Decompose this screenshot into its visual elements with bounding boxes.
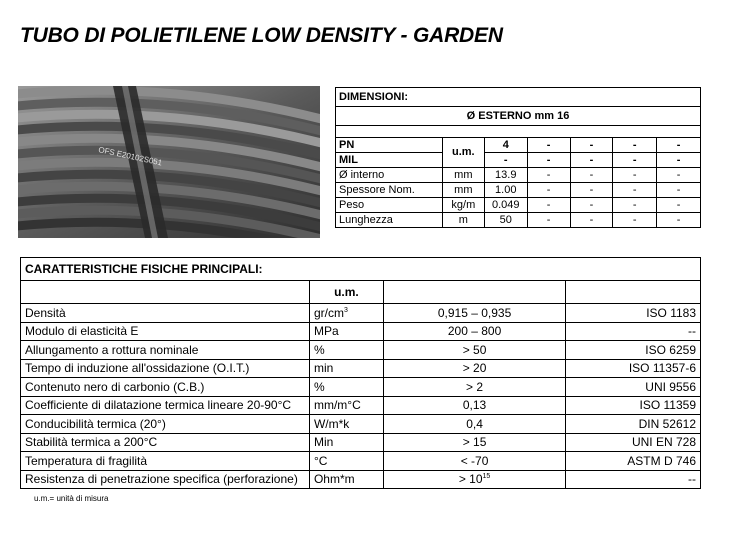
dim-value: 50 <box>484 213 527 228</box>
table-row <box>21 396 701 415</box>
dim-label: Spessore Nom. <box>336 183 443 198</box>
footnote: u.m.= unità di misura <box>34 494 109 503</box>
table-row <box>21 341 701 360</box>
property-norm: DIN 52612 <box>566 415 701 434</box>
table-row <box>21 378 701 397</box>
property-name: Contenuto nero di carbonio (C.B.) <box>21 378 310 397</box>
dim-label: Peso <box>336 198 443 213</box>
property-norm: -- <box>566 322 701 341</box>
dim-value: 1.00 <box>484 183 527 198</box>
pn-value: - <box>570 138 613 153</box>
dim-label: Ø interno <box>336 168 443 183</box>
property-name: Densità <box>21 304 310 323</box>
mil-value: - <box>484 153 527 168</box>
dim-value: - <box>657 213 701 228</box>
dimensions-header: DIMENSIONI: <box>336 88 701 107</box>
dim-value: - <box>570 213 613 228</box>
table-row <box>21 452 701 471</box>
property-value: > 20 <box>383 359 565 378</box>
property-norm: UNI EN 728 <box>566 433 701 452</box>
pn-value: 4 <box>484 138 527 153</box>
property-value: > 2 <box>383 378 565 397</box>
property-norm: ISO 11359 <box>566 396 701 415</box>
pn-value: - <box>657 138 701 153</box>
dim-value: - <box>570 198 613 213</box>
property-name: Stabilità termica a 200°C <box>21 433 310 452</box>
property-um: % <box>309 341 383 360</box>
pipe-coil-photo <box>18 86 320 238</box>
table-row <box>21 433 701 452</box>
dim-label: Lunghezza <box>336 213 443 228</box>
mil-value: - <box>657 153 701 168</box>
property-name: Coefficiente di dilatazione termica lineare 20-90°C <box>21 396 310 415</box>
property-um: min <box>309 359 383 378</box>
pn-label: PN <box>336 138 443 153</box>
property-norm: ISO 11357-6 <box>566 359 701 378</box>
characteristics-header: CARATTERISTICHE FISICHE PRINCIPALI: <box>21 258 701 281</box>
mil-value: - <box>613 153 657 168</box>
dim-value: - <box>527 213 570 228</box>
property-norm: ISO 1183 <box>566 304 701 323</box>
dim-value: - <box>657 198 701 213</box>
dim-value: - <box>570 183 613 198</box>
table-row <box>21 359 701 378</box>
property-norm: UNI 9556 <box>566 378 701 397</box>
property-value: > 15 <box>383 433 565 452</box>
property-value: 0,4 <box>383 415 565 434</box>
pipe-print-text: OFS E20102S051 <box>97 145 163 168</box>
property-norm: ISO 6259 <box>566 341 701 360</box>
property-name: Modulo di elasticità E <box>21 322 310 341</box>
dim-value: - <box>570 168 613 183</box>
dim-value: - <box>527 168 570 183</box>
property-norm: ASTM D 746 <box>566 452 701 471</box>
property-name: Temperatura di fragilità <box>21 452 310 471</box>
dim-value: - <box>613 168 657 183</box>
dim-value: - <box>527 183 570 198</box>
dim-value: - <box>613 198 657 213</box>
table-row <box>21 415 701 434</box>
dim-um: mm <box>442 168 484 183</box>
property-value: > 50 <box>383 341 565 360</box>
property-um: Ohm*m <box>309 470 383 489</box>
dimensions-table <box>335 87 701 228</box>
property-name: Resistenza di penetrazione specifica (perforazione) <box>21 470 310 489</box>
dim-value: 13.9 <box>484 168 527 183</box>
property-um: MPa <box>309 322 383 341</box>
page-title: TUBO DI POLIETILENE LOW DENSITY - GARDEN <box>20 24 503 47</box>
property-value: < -70 <box>383 452 565 471</box>
dim-value: - <box>527 198 570 213</box>
table-row <box>336 168 701 183</box>
um-column-header: u.m. <box>309 281 383 304</box>
property-um: W/m*k <box>309 415 383 434</box>
property-name: Tempo di induzione all'ossidazione (O.I.T.) <box>21 359 310 378</box>
property-um: °C <box>309 452 383 471</box>
property-name: Allungamento a rottura nominale <box>21 341 310 360</box>
property-value: 200 – 800 <box>383 322 565 341</box>
dimensions-subheader: Ø ESTERNO mm 16 <box>336 107 701 126</box>
mil-label: MIL <box>336 153 443 168</box>
um-label: u.m. <box>442 138 484 168</box>
mil-value: - <box>570 153 613 168</box>
table-row <box>21 322 701 341</box>
property-um: % <box>309 378 383 397</box>
dim-value: - <box>613 213 657 228</box>
dim-um: kg/m <box>442 198 484 213</box>
dim-value: - <box>657 183 701 198</box>
mil-value: - <box>527 153 570 168</box>
property-name: Conducibilità termica (20°) <box>21 415 310 434</box>
property-um: mm/m°C <box>309 396 383 415</box>
dim-value: - <box>657 168 701 183</box>
property-value: > $10^{15}$ <box>383 470 565 489</box>
property-value: 0,915 – 0,935 <box>383 304 565 323</box>
table-row <box>336 183 701 198</box>
property-norm: -- <box>566 470 701 489</box>
table-row <box>21 304 701 323</box>
property-value: 0,13 <box>383 396 565 415</box>
pn-value: - <box>613 138 657 153</box>
dim-um: mm <box>442 183 484 198</box>
dim-value: - <box>613 183 657 198</box>
dim-um: m <box>442 213 484 228</box>
table-row <box>336 198 701 213</box>
property-um: Min <box>309 433 383 452</box>
dim-value: 0.049 <box>484 198 527 213</box>
characteristics-table <box>20 257 701 489</box>
table-row <box>336 213 701 228</box>
pn-value: - <box>527 138 570 153</box>
property-um: $gr/cm^3$ <box>309 304 383 323</box>
table-row <box>21 470 701 489</box>
